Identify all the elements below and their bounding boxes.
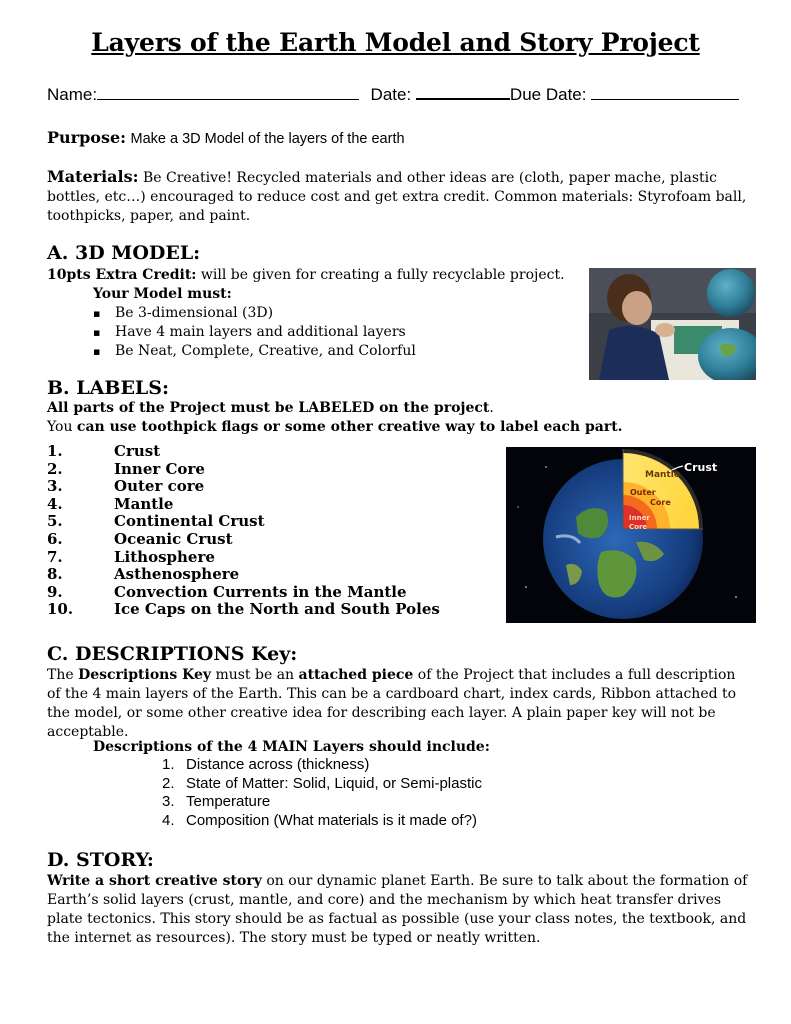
item-number: 3.: [162, 793, 175, 810]
descriptions-list: [162, 756, 482, 830]
item-number: 7.: [47, 547, 63, 566]
section-heading-labels: B. LABELS:: [47, 377, 170, 399]
model-extra-credit: [47, 266, 587, 285]
diagram-label-crust: Crust: [684, 461, 718, 474]
purpose-text: Make a 3D Model of the layers of the earth: [130, 131, 405, 147]
item-number: 1.: [162, 756, 175, 773]
item-text: Crust: [114, 442, 161, 460]
list-item: [47, 531, 497, 549]
section-heading-story: D. STORY:: [47, 849, 154, 871]
name-field[interactable]: [97, 85, 359, 100]
list-item: [47, 478, 497, 496]
section-heading-model: A. 3D MODEL:: [47, 242, 201, 264]
list-item: [162, 812, 482, 831]
item-text: Lithosphere: [114, 547, 215, 566]
list-item: ▪ Be 3-dimensional (3D): [93, 304, 493, 323]
text-run-bold: attached piece: [298, 667, 414, 683]
item-number: 2.: [162, 774, 175, 792]
list-item: [47, 513, 497, 531]
text-run-bold: Descriptions Key: [78, 667, 211, 683]
list-item: [47, 601, 497, 619]
name-label: Name:: [47, 85, 98, 104]
descriptions-subheading: Descriptions of the 4 MAIN Layers should include:: [93, 739, 490, 755]
list-item: [162, 775, 482, 794]
item-text: Temperature: [186, 793, 271, 810]
diagram-label-inner-core-2: Core: [629, 523, 648, 531]
labels-instruction-end: .: [489, 400, 494, 416]
page-title: Layers of the Earth Model and Story Project: [91, 28, 700, 57]
list-item: [47, 496, 497, 514]
item-number: 2.: [47, 459, 63, 478]
section-heading-descriptions: C. DESCRIPTIONS Key:: [47, 643, 298, 665]
list-item: [47, 461, 497, 479]
item-number: 4.: [162, 811, 175, 829]
list-item: [47, 549, 497, 567]
item-text: Distance across (thickness): [186, 756, 370, 773]
list-item: [162, 793, 482, 812]
materials-label: Materials:: [47, 167, 139, 186]
due-date-label: Due Date:: [509, 85, 587, 104]
item-text: State of Matter: Solid, Liquid, or Semi-plastic: [186, 774, 482, 792]
date-field[interactable]: [416, 84, 510, 100]
diagram-label-outer-core-1: Outer: [630, 488, 656, 497]
diagram-label-inner-core-1: Inner: [629, 514, 650, 522]
list-item: [47, 443, 497, 461]
item-number: 3.: [47, 477, 63, 496]
model-must-label: Your Model must:: [93, 286, 232, 302]
item-number: 8.: [47, 565, 63, 584]
text-run: must be an: [211, 667, 299, 683]
student-photo: [589, 268, 756, 380]
item-text: Outer core: [114, 477, 205, 496]
item-text: Composition (What materials is it made of?): [186, 811, 477, 829]
item-text: Mantle: [114, 494, 174, 513]
list-item: [47, 584, 497, 602]
labels-list: [47, 443, 497, 619]
item-number: 10.: [47, 600, 74, 619]
earth-layers-diagram: [506, 447, 756, 623]
text-run-bold: Write a short creative story: [47, 873, 262, 889]
list-item: [162, 756, 482, 775]
item-text: Ice Caps on the North and South Poles: [114, 600, 440, 619]
extra-credit-label: 10pts Extra Credit:: [47, 267, 197, 283]
item-text: Convection Currents in the Mantle: [114, 582, 407, 601]
item-text: Oceanic Crust: [114, 529, 233, 548]
item-text: Inner Core: [114, 459, 205, 478]
item-number: 9.: [47, 582, 63, 601]
diagram-label-mantle: Mantle: [645, 470, 680, 480]
list-item: ▪ Have 4 main layers and additional layers: [93, 323, 493, 342]
item-number: 6.: [47, 529, 63, 548]
item-text: Asthenosphere: [114, 565, 240, 584]
list-item: ▪ Be Neat, Complete, Creative, and Colorful: [93, 342, 493, 361]
descriptions-paragraph: [47, 666, 747, 742]
item-number: 1.: [47, 442, 63, 460]
item-text: Continental Crust: [114, 512, 265, 531]
materials: [47, 167, 747, 226]
labels-instructions: [47, 399, 667, 437]
extra-credit-text: will be given for creating a fully recyclable project.: [200, 267, 565, 283]
list-item: [47, 566, 497, 584]
materials-text: Be Creative! Recycled materials and other ideas are (cloth, paper mache, plastic bottles, etc…) encouraged to reduce cost and get extra credit. Common materials: Styrofoam ball, toothpicks, paper, and paint.: [47, 170, 747, 224]
item-number: 5.: [47, 512, 63, 531]
model-requirements: [93, 304, 493, 361]
story-paragraph: [47, 872, 752, 948]
purpose-label: Purpose:: [47, 128, 127, 147]
text-run: of the Project that includes a full description of the 4 main layers of the Earth. This can be a cardboard chart, index cards, Ribbon attached to the model, or some other creative idea for describing each layer. A plain paper key will not be acceptable.: [47, 667, 737, 740]
labels-instruction-bold: All parts of the Project must be LABELED on the project: [47, 400, 490, 416]
date-label: Date:: [370, 85, 412, 104]
diagram-label-outer-core-2: Core: [650, 498, 671, 507]
labels-instruction-start: You: [47, 419, 77, 435]
labels-instruction-bold-2: can use toothpick flags or some other creative way to label each part.: [76, 419, 623, 435]
purpose: [47, 128, 747, 149]
header-fields: [47, 84, 747, 105]
text-run: on our dynamic planet Earth. Be sure to talk about the formation of Earth’s solid layers (crust, mantle, and core) and the mechanism by which heat transfer drives plate tectonics. This story should be as factual as possible (use your class notes, the textbook, and the internet as resources). The story must be typed or neatly written.: [47, 873, 748, 946]
text-run: The: [47, 667, 79, 683]
item-number: 4.: [47, 494, 63, 513]
due-date-field[interactable]: [591, 85, 739, 100]
